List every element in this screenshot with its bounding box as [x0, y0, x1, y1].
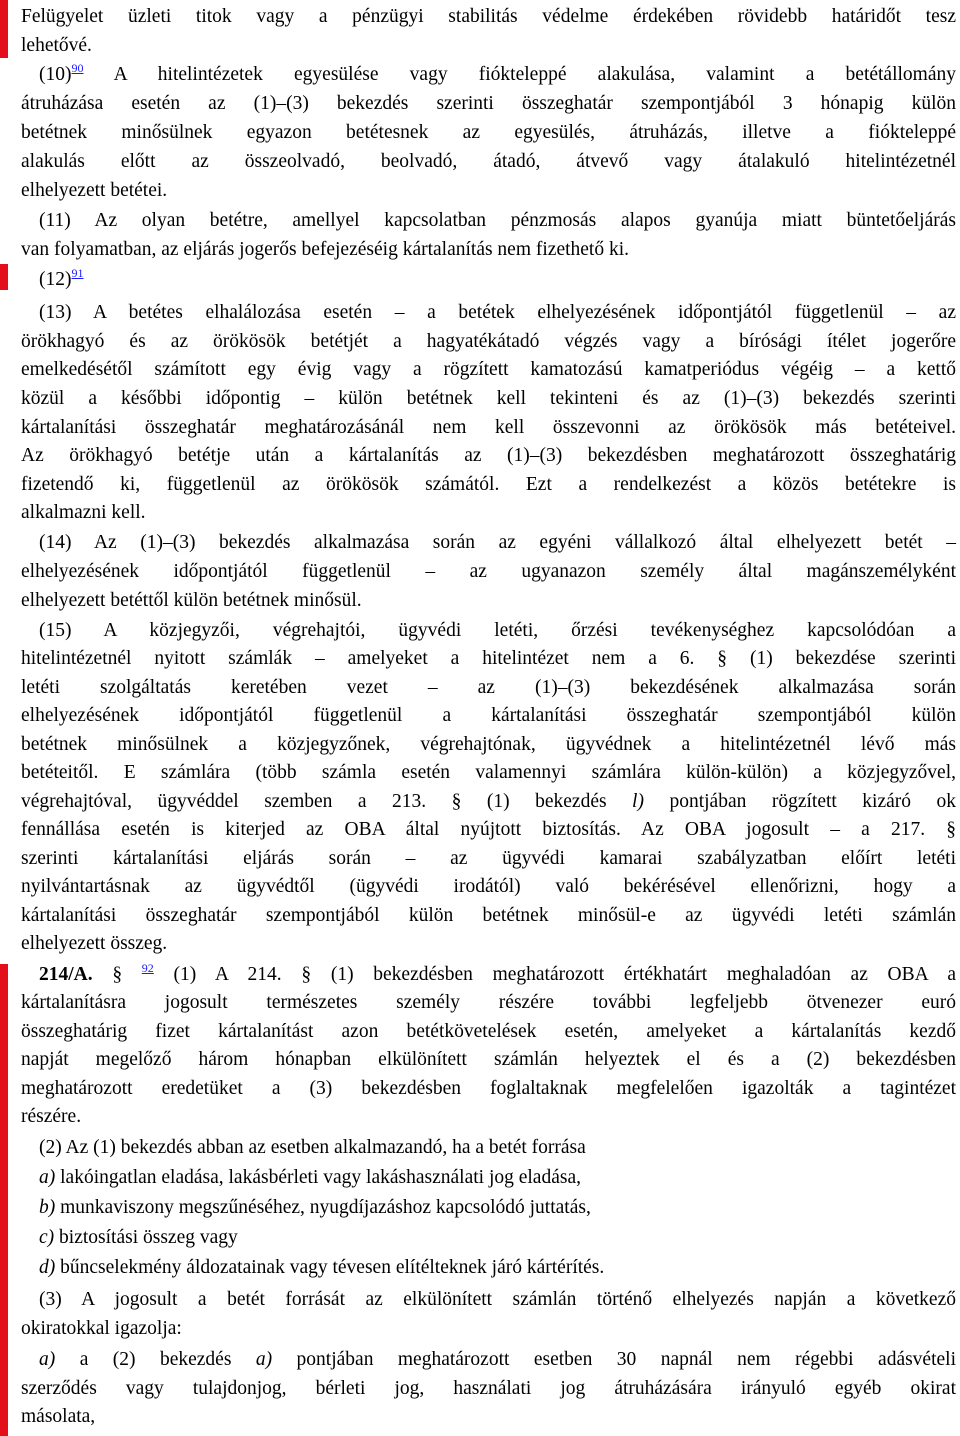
- list-item-text: bűncselekmény áldozatainak vagy tévesen elítélteknek járó kártérítés.: [55, 1257, 605, 1278]
- text-line: betétnek minősülnek egyazon betétesnek az egyesülés, átruházás, illetve a fiókteleppé: [21, 122, 956, 143]
- text-run: a (2) bekezdés: [55, 1349, 256, 1370]
- list-marker: c): [39, 1227, 55, 1248]
- text-run: végrehajtóval, ügyvéddel szemben a 213. § (1) bekezdés: [21, 791, 633, 812]
- italic-point-ref: l): [632, 791, 644, 812]
- change-bar: [0, 0, 8, 58]
- change-bar: [0, 964, 8, 1436]
- text-line: alakulás előtt az összeolvadó, beolvadó, átadó, átvevő vagy átalakuló hitelintézetnél: [21, 151, 956, 172]
- list-item-a: [39, 1164, 956, 1192]
- text-line: másolata,: [21, 1406, 96, 1427]
- list-item-a-2: [39, 1346, 956, 1374]
- text-line: lehetővé.: [21, 35, 92, 56]
- paragraph-11: (11) Az olyan betétre, amellyel kapcsolatban pénzmosás alapos gyanúja miatt büntetőeljárás: [39, 210, 956, 231]
- paragraph-10: [39, 61, 956, 89]
- text-line: kártalanítási összeghatár szempontjából külön betétnek minősül-e az ügyvédi letéti számlán: [21, 905, 956, 926]
- paragraph-2: (2) Az (1) bekezdés abban az esetben alkalmazandó, ha a betét forrása: [39, 1137, 586, 1158]
- text-line: betétnek minősülnek a közjegyzőnek, végrehajtónak, ügyvédnek a hitelintézetnél lévő más: [21, 734, 956, 755]
- list-item-text: lakóingatlan eladása, lakásbérleti vagy lakáshasználati jog eladása,: [55, 1167, 581, 1188]
- text-line: elhelyezett betétei.: [21, 180, 168, 201]
- italic-point-ref: a): [255, 1349, 273, 1370]
- text-line: fennállása esetén is kiterjed az OBA által nyújtott biztosítás. Az OBA jogosult – a 217. §: [21, 819, 956, 840]
- paragraph-number: (10): [39, 64, 72, 85]
- text-line: fizetendő ki, függetlenül az örökösök számától. Ezt a rendelkezést a közös betétekre is: [21, 474, 956, 495]
- footnote-link-91[interactable]: 91: [71, 266, 84, 280]
- text-line: [21, 788, 956, 816]
- text-line: kártalanítási összeghatár meghatározásánál nem kell összevonni az örökösök más betéteivel.: [21, 417, 956, 438]
- paragraph-13: (13) A betétes elhalálozása esetén – a betétek elhelyezésének időpontjától függetlenül – az: [39, 302, 956, 323]
- text-line: okiratokkal igazolja:: [21, 1318, 182, 1339]
- text-line: meghatározott eredetüket a (3) bekezdésben foglaltaknak megfelelően igazolták a tagintézet: [21, 1078, 956, 1099]
- text-line: szerződés vagy tulajdonjog, bérleti jog, használati jog átruházására irányuló egyéb okirat: [21, 1378, 956, 1399]
- list-item-text: munkaviszony megszűnéséhez, nyugdíjazáshoz kapcsolódó juttatás,: [55, 1197, 591, 1218]
- list-marker: d): [39, 1257, 56, 1278]
- footnote-link-92[interactable]: 92: [141, 961, 154, 975]
- text-line: napját megelőző három hónapban elkülönített számlán helyeztek el és a (2) bekezdésben: [21, 1049, 956, 1070]
- text-line: betéteitől. E számlára (több számla esetén valamennyi számlára külön-külön) a közjegyzővel,: [21, 762, 956, 783]
- footnote-link-90[interactable]: 90: [71, 61, 84, 75]
- text-run: (1) A 214. § (1) bekezdésben meghatározott értékhatárt meghaladóan az OBA a: [153, 964, 956, 985]
- text-line: Az örökhagyó betétje után a kártalanítás az (1)–(3) bekezdésben meghatározott összeghatárig: [21, 445, 956, 466]
- text-line: elhelyezett összeg.: [21, 933, 168, 954]
- text-line: összeghatárig fizet kártalanítást azon betétkövetelések esetén, amelyeket a kártalanítás kezdő: [21, 1021, 956, 1042]
- text-line: örökhagyó és az örökösök betétjét a hagyatékátadó végzés vagy a bírósági ítélet jogerőre: [21, 331, 956, 352]
- text-line: átruházása esetén az (1)–(3) bekezdés szerinti összeghatár szempontjából 3 hónapig külön: [21, 93, 956, 114]
- text-line: elhelyezett betéttől külön betétnek minősül.: [21, 590, 362, 611]
- paragraph-12: [39, 266, 956, 294]
- list-item-text: biztosítási összeg vagy: [54, 1227, 238, 1248]
- text-line: szerinti kártalanítási eljárás során – az ügyvédi kamarai szabályzatban előírt letéti: [21, 848, 956, 869]
- section-sign: §: [92, 964, 142, 985]
- list-marker: a): [39, 1349, 56, 1370]
- section-214a-heading: [39, 961, 956, 989]
- text-line: Felügyelet üzleti titok vagy a pénzügyi stabilitás védelme érdekében rövidebb határidőt tesz: [21, 6, 956, 27]
- section-number: 214/A.: [39, 964, 93, 985]
- text-line: elhelyezésének időpontjától függetlenül – az ugyanazon személy által magánszemélyként: [21, 561, 956, 582]
- text-line: közül a későbbi időpontig – külön betétnek kell tekinteni és az (1)–(3) bekezdés szerinti: [21, 388, 956, 409]
- list-marker: b): [39, 1197, 56, 1218]
- text-line: elhelyezésének időpontjától függetlenül a kártalanítási összeghatár szempontjából külön: [21, 705, 956, 726]
- paragraph-number: (12): [39, 269, 72, 290]
- paragraph-14: (14) Az (1)–(3) bekezdés alkalmazása során az egyéni vállalkozó által elhelyezett betét –: [39, 532, 956, 553]
- text-run: pontjában meghatározott esetben 30 napnál nem régebbi adásvételi: [272, 1349, 956, 1370]
- list-item-c: [39, 1224, 956, 1252]
- text-line: van folyamatban, az eljárás jogerős befejezéséig kártalanítás nem fizethető ki.: [21, 239, 630, 260]
- text-line: részére.: [21, 1106, 82, 1127]
- paragraph-3: (3) A jogosult a betét forrását az elkülönített számlán történő elhelyezés napján a következő: [39, 1289, 956, 1310]
- list-item-d: [39, 1254, 956, 1282]
- text-line: nyilvántartásnak az ügyvédtől (ügyvédi irodától) való bekérésével ellenőrizni, hogy a: [21, 876, 956, 897]
- list-marker: a): [39, 1167, 56, 1188]
- list-item-b: [39, 1194, 956, 1222]
- text-run: A hitelintézetek egyesülése vagy fiókteleppé alakulása, valamint a betétállomány: [83, 64, 956, 85]
- text-line: alkalmazni kell.: [21, 502, 146, 523]
- text-line: kártalanításra jogosult természetes személy részére további legfeljebb ötvenezer euró: [21, 992, 956, 1013]
- change-bar: [0, 264, 8, 290]
- text-line: hitelintézetnél nyitott számlák – amelyeket a hitelintézet nem a 6. § (1) bekezdése szerinti: [21, 648, 956, 669]
- text-line: emelkedésétől számított egy évig vagy a rögzített kamatozású kamatperiódus végéig – a kettő: [21, 359, 956, 380]
- text-line: letéti szolgáltatás keretében vezet – az (1)–(3) bekezdésének alkalmazása során: [21, 677, 956, 698]
- text-run: pontjában rögzített kizáró ok: [643, 791, 956, 812]
- paragraph-15: (15) A közjegyzői, végrehajtói, ügyvédi letéti, őrzési tevékenységhez kapcsolódóan a: [39, 620, 956, 641]
